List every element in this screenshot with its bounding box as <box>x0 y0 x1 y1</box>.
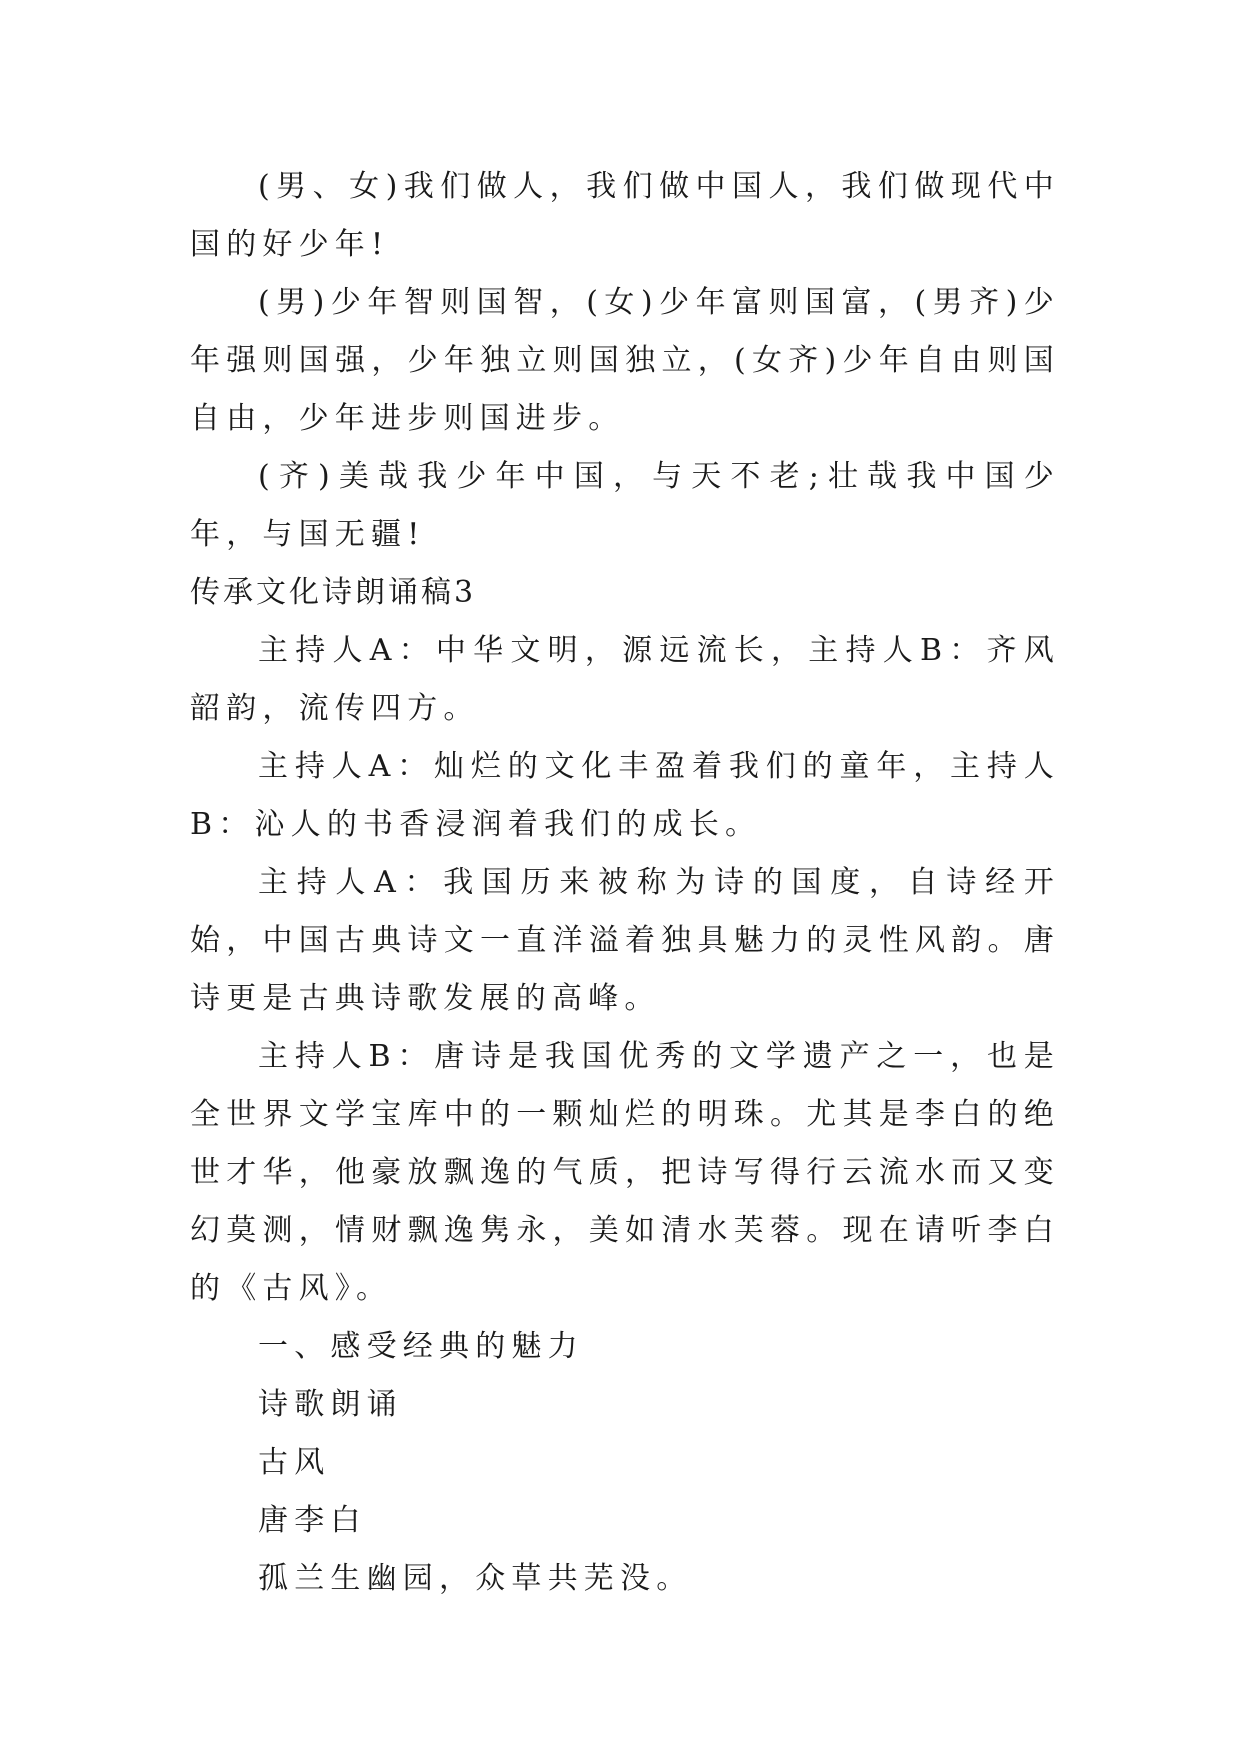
label-poetry-recitation: 诗歌朗诵 <box>258 1387 403 1422</box>
paragraph-5: 主持人A：灿烂的文化丰盈着我们的童年，主持人B：沁人的书香浸润着我们的成长。 <box>190 749 1060 842</box>
paragraph-6: 主持人A：我国历来被称为诗的国度，自诗经开始，中国古典诗文一直洋溢着独具魅力的灵性风韵。唐诗更是古典诗歌发展的高峰。 <box>190 865 1060 1016</box>
paragraph-7: 主持人B：唐诗是我国优秀的文学遗产之一，也是全世界文学宝库中的一颗灿烂的明珠。尤其是李白的绝世才华，他豪放飘逸的气质，把诗写得行云流水而又变幻莫测，情财飘逸隽永，美如清水芙蓉。现在请听李白的《古风》。 <box>190 1039 1060 1306</box>
paragraph-4: 主持人A：中华文明，源远流长，主持人B：齐风韶韵，流传四方。 <box>190 633 1060 726</box>
document-body <box>190 158 1060 1608</box>
paragraph-1: (男、女)我们做人，我们做中国人，我们做现代中国的好少年! <box>190 169 1060 262</box>
poem-title: 古风 <box>258 1445 331 1480</box>
paragraph-2: (男)少年智则国智，(女)少年富则国富，(男齐)少年强则国强，少年独立则国独立，(女齐)少年自由则国自由，少年进步则国进步。 <box>190 285 1060 436</box>
section-heading: 传承文化诗朗诵稿3 <box>190 575 477 610</box>
poem-author: 唐李白 <box>258 1503 367 1538</box>
paragraph-3: (齐)美哉我少年中国，与天不老;壮哉我中国少年，与国无疆! <box>190 459 1060 552</box>
subheading-feel-classics: 一、感受经典的魅力 <box>258 1329 584 1364</box>
poem-line-1: 孤兰生幽园，众草共芜没。 <box>258 1561 693 1596</box>
